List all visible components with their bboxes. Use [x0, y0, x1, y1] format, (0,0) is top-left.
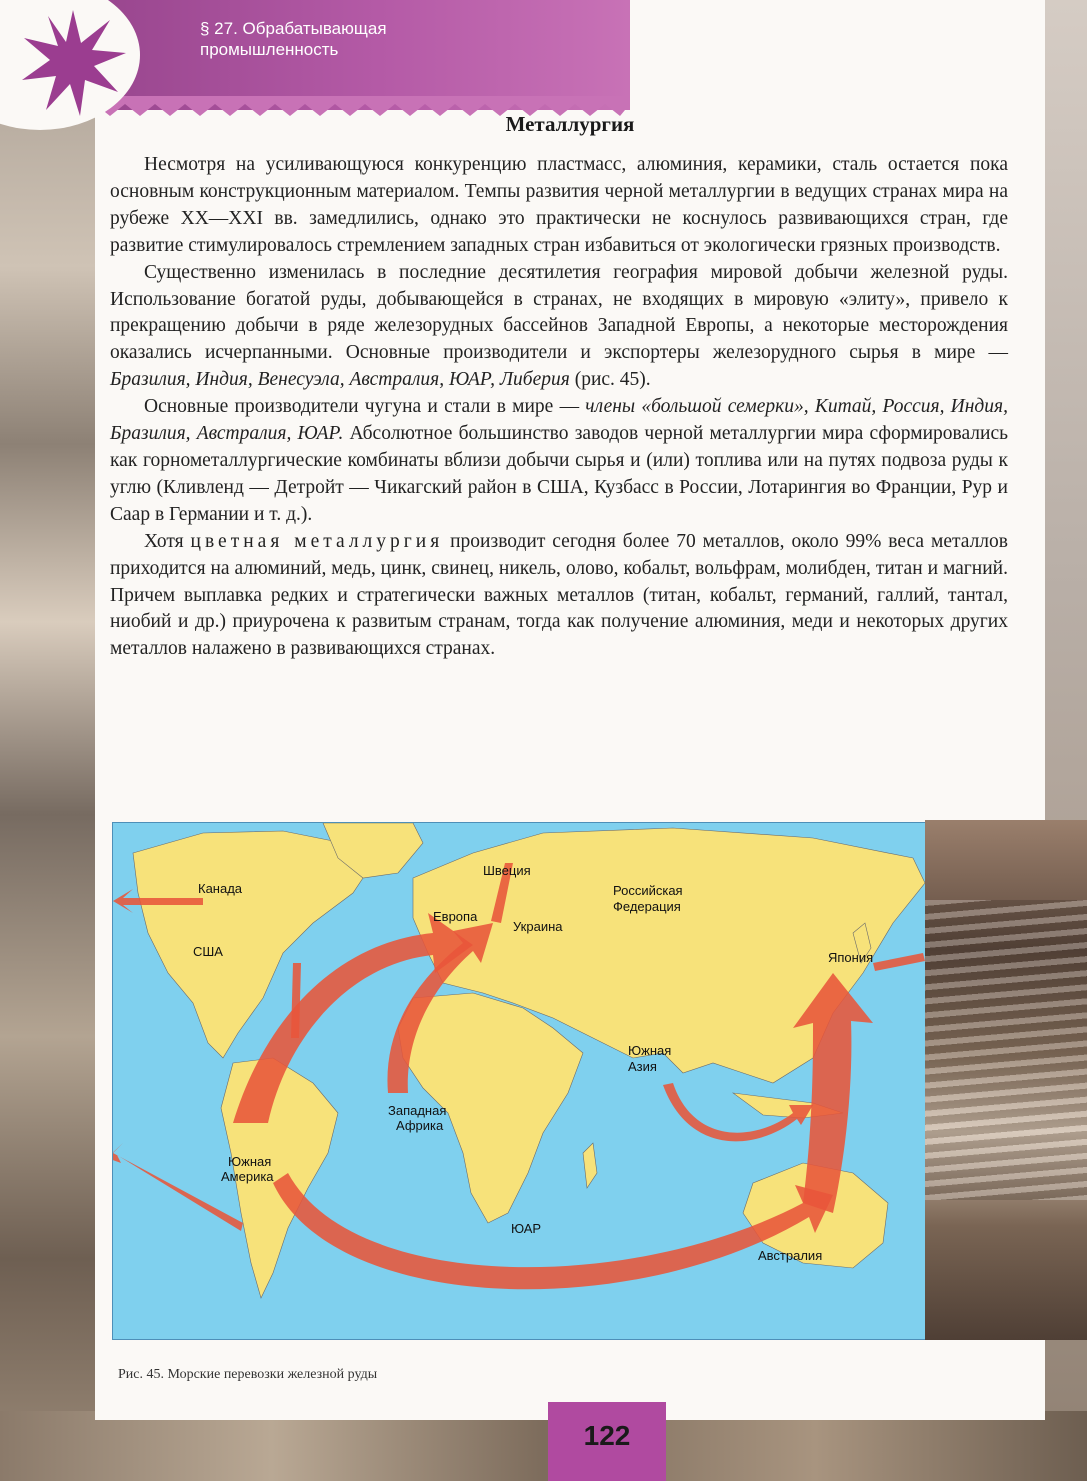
map-label-south-asia-line1: Южная [628, 1043, 672, 1058]
paragraph-text: производит сегодня более 70 металлов, около 99% веса металлов приходится на алюминий, медь, цинк, свинец, никель, олово, кобальт, вольфрам, молибден, титан и магний. Причем выплавка редких и стратегически важных металлов (титан, кобальт, германий, галлий, тантал, ниобий и др.) приурочена к развитым странам, тогда как получение алюминия, меди и некоторых других металлов налажено в развивающихся странах. [110, 530, 1008, 660]
arrow-brazil-japan [273, 1173, 833, 1289]
map-label-russia-line1: Российская [613, 883, 683, 898]
figure-caption: Рис. 45. Морские перевозки железной руды [118, 1367, 378, 1382]
decorative-bottom-collage [0, 1411, 1087, 1481]
arrow-to-japan [873, 953, 925, 971]
paragraph-text: Существенно изменилась в последние десятилетия география мировой добычи железной руды. Использование богатой руды, добывающейся в странах, не входящих в мировую «элиту», привело к прекращению добычи в ряде железорудных бассейнов Западной Европы, а некоторые месторождения оказались исчерпанными. Основные производители и экспортеры железорудного сырья в мире — [110, 261, 1008, 364]
section-heading-line2: промышленность [200, 40, 339, 59]
paragraph-3 [110, 394, 1008, 529]
paragraph-lead: Хотя [144, 530, 191, 552]
ship-photo-detail [925, 900, 1087, 1200]
paragraph-tail: (рис. 45). [569, 369, 651, 391]
map-label-west-africa-line1: Западная [388, 1103, 447, 1118]
page-title: Металлургия [505, 112, 635, 136]
map-label-south-asia-line2: Азия [628, 1059, 657, 1074]
map-label-europe: Европа [433, 909, 478, 924]
paragraph-tail: Абсолютное большинство заводов черной металлургии мира сформировались как горнометаллургические комбинаты вблизи добычи сырья и (или) топлива или на путях подвоза руды к углю (Кливленд — Детройт — Чикагский район в США, Кузбасс в России, Лотарингия во Франции, Рур и Саар в Германии и т. д.). [110, 423, 1009, 525]
map-label-japan: Япония [828, 950, 874, 965]
paragraph-2 [110, 260, 1008, 395]
map-label-ukraine: Украина [513, 919, 563, 934]
map-label-south-america-line1: Южная [228, 1154, 272, 1169]
map-label-usa: США [193, 944, 223, 959]
section-heading-line1: § 27. Обрабатывающая [200, 19, 387, 38]
decorative-left-collage [0, 0, 95, 1481]
arrow-to-south-america-west [113, 1143, 243, 1231]
iron-ore-shipping-map [112, 822, 926, 1340]
section-heading [200, 18, 387, 60]
paragraph-text: Несмотря на усиливающуюся конкуренцию пластмасс, алюминия, керамики, сталь остается пока основным конструкционным материалом. Темпы развития черной металлургии в ведущих странах мира на рубеже XX—XXI вв. замедлились, однако это практически не коснулось развивающихся стран, где развитие стимулировалось стремлением западных стран избавиться от экологически грязных производств. [110, 154, 1008, 256]
paragraph-italic: члены «большой семерки», Китай, Россия, Индия, Бразилия, Австралия, ЮАР. [110, 396, 1008, 445]
map-label-canada: Канада [198, 881, 243, 896]
paragraph-italic: Бразилия, Индия, Венесуэла, Австралия, ЮАР, Либерия [110, 369, 570, 391]
map-label-russia-line2: Федерация [613, 899, 681, 914]
paragraph-text: Основные производители чугуна и стали в мире — [144, 396, 586, 418]
madagascar [583, 1143, 597, 1188]
star-icon [18, 8, 128, 118]
map-label-sweden: Швеция [483, 863, 531, 878]
map-label-west-africa-line2: Африка [396, 1118, 444, 1133]
north-america [133, 831, 373, 1058]
body-text [110, 152, 1008, 663]
paragraph-4 [110, 529, 1008, 664]
paragraph-spaced: цветная металлургия [190, 530, 444, 552]
page-number: 122 [583, 1420, 631, 1451]
ship-photo [925, 820, 1087, 1340]
world-map [113, 823, 925, 1339]
map-label-rsa: ЮАР [511, 1221, 542, 1236]
map-label-australia: Австралия [758, 1248, 823, 1263]
paragraph-1 [110, 152, 1008, 260]
map-label-south-america-line2: Америка [221, 1169, 274, 1184]
